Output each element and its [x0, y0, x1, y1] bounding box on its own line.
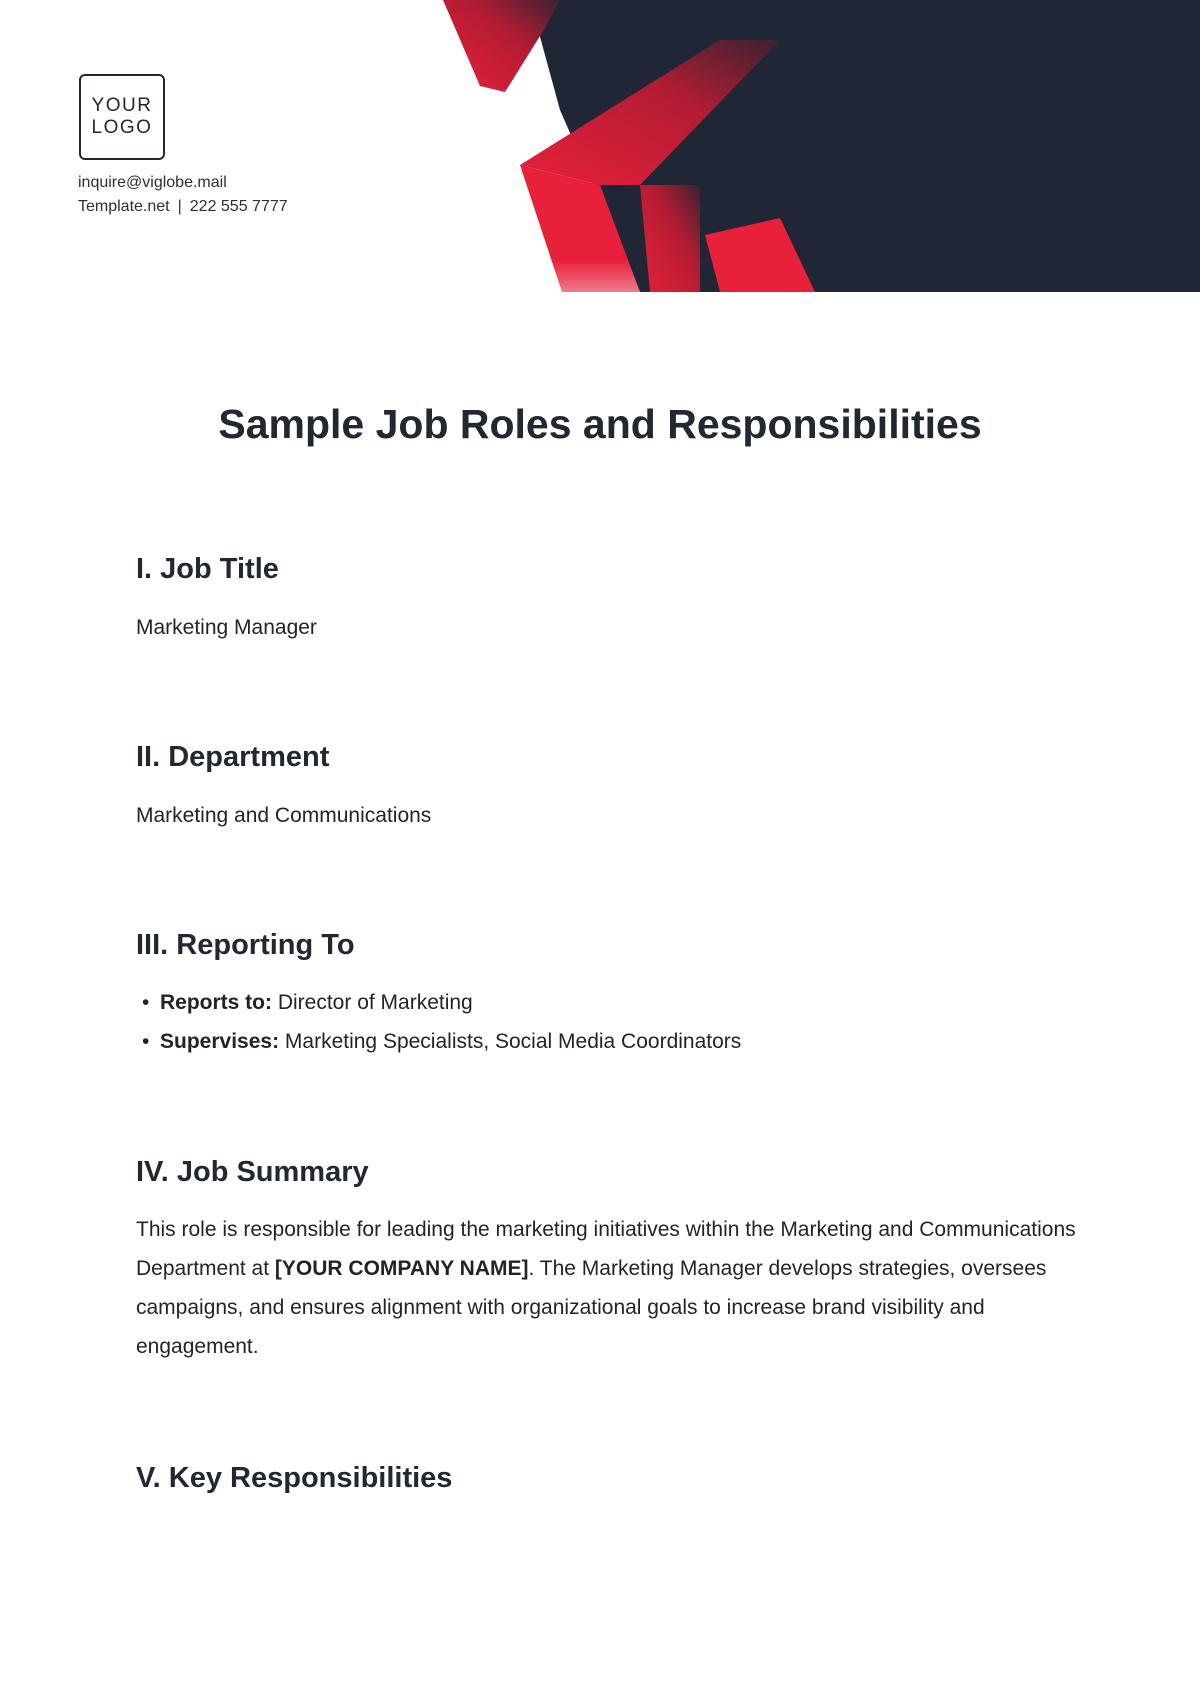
section-body [136, 1210, 1076, 1366]
contact-email[interactable]: inquire@viglobe.mail [78, 174, 227, 191]
logo-placeholder [79, 74, 165, 160]
section-job-title [136, 551, 1076, 647]
contact-separator: | [177, 198, 182, 215]
header-decorative-graphic [0, 0, 1200, 292]
list-item [136, 1022, 1076, 1061]
section-heading: III. Reporting To [136, 929, 355, 961]
logo-text-line1: YOUR [91, 95, 153, 116]
section-heading: V. Key Responsibilities [136, 1462, 453, 1494]
section-job-summary [136, 1154, 1076, 1366]
logo-text-line2: LOGO [91, 117, 153, 138]
section-reporting-to [136, 927, 1076, 1061]
section-key-responsibilities [136, 1460, 1076, 1496]
section-department [136, 739, 1076, 835]
contact-website[interactable]: Template.net [78, 198, 170, 215]
list-item-value: Marketing Specialists, Social Media Coordinators [284, 1030, 742, 1053]
section-body: Marketing Manager [136, 616, 317, 639]
contact-website-phone-row [78, 195, 288, 219]
list-item-value: Director of Marketing [277, 991, 473, 1014]
summary-text-start: This role is responsible for leading the marketing initiatives within the Marketing and Communications Department at [136, 1218, 1076, 1280]
list-item [136, 983, 1076, 1022]
red-stripe-top [443, 0, 560, 92]
contact-phone: 222 555 7777 [189, 198, 288, 215]
section-heading: IV. Job Summary [136, 1156, 369, 1188]
company-name-placeholder: [YOUR COMPANY NAME] [274, 1257, 529, 1280]
document-title: Sample Job Roles and Responsibilities [218, 401, 982, 447]
summary-text-end: . The Marketing Manager develops strategies, oversees campaigns, and ensures alignment with organizational goals to increase brand visibility and engagement. [136, 1257, 1047, 1358]
section-heading: II. Department [136, 741, 330, 773]
section-heading: I. Job Title [136, 553, 279, 585]
section-body: Marketing and Communications [136, 804, 432, 827]
red-stripe-lower [640, 185, 700, 292]
contact-info [78, 171, 288, 219]
list-item-label: Supervises: [160, 1030, 280, 1053]
reporting-list [136, 983, 1076, 1061]
list-item-label: Reports to: [160, 991, 272, 1014]
